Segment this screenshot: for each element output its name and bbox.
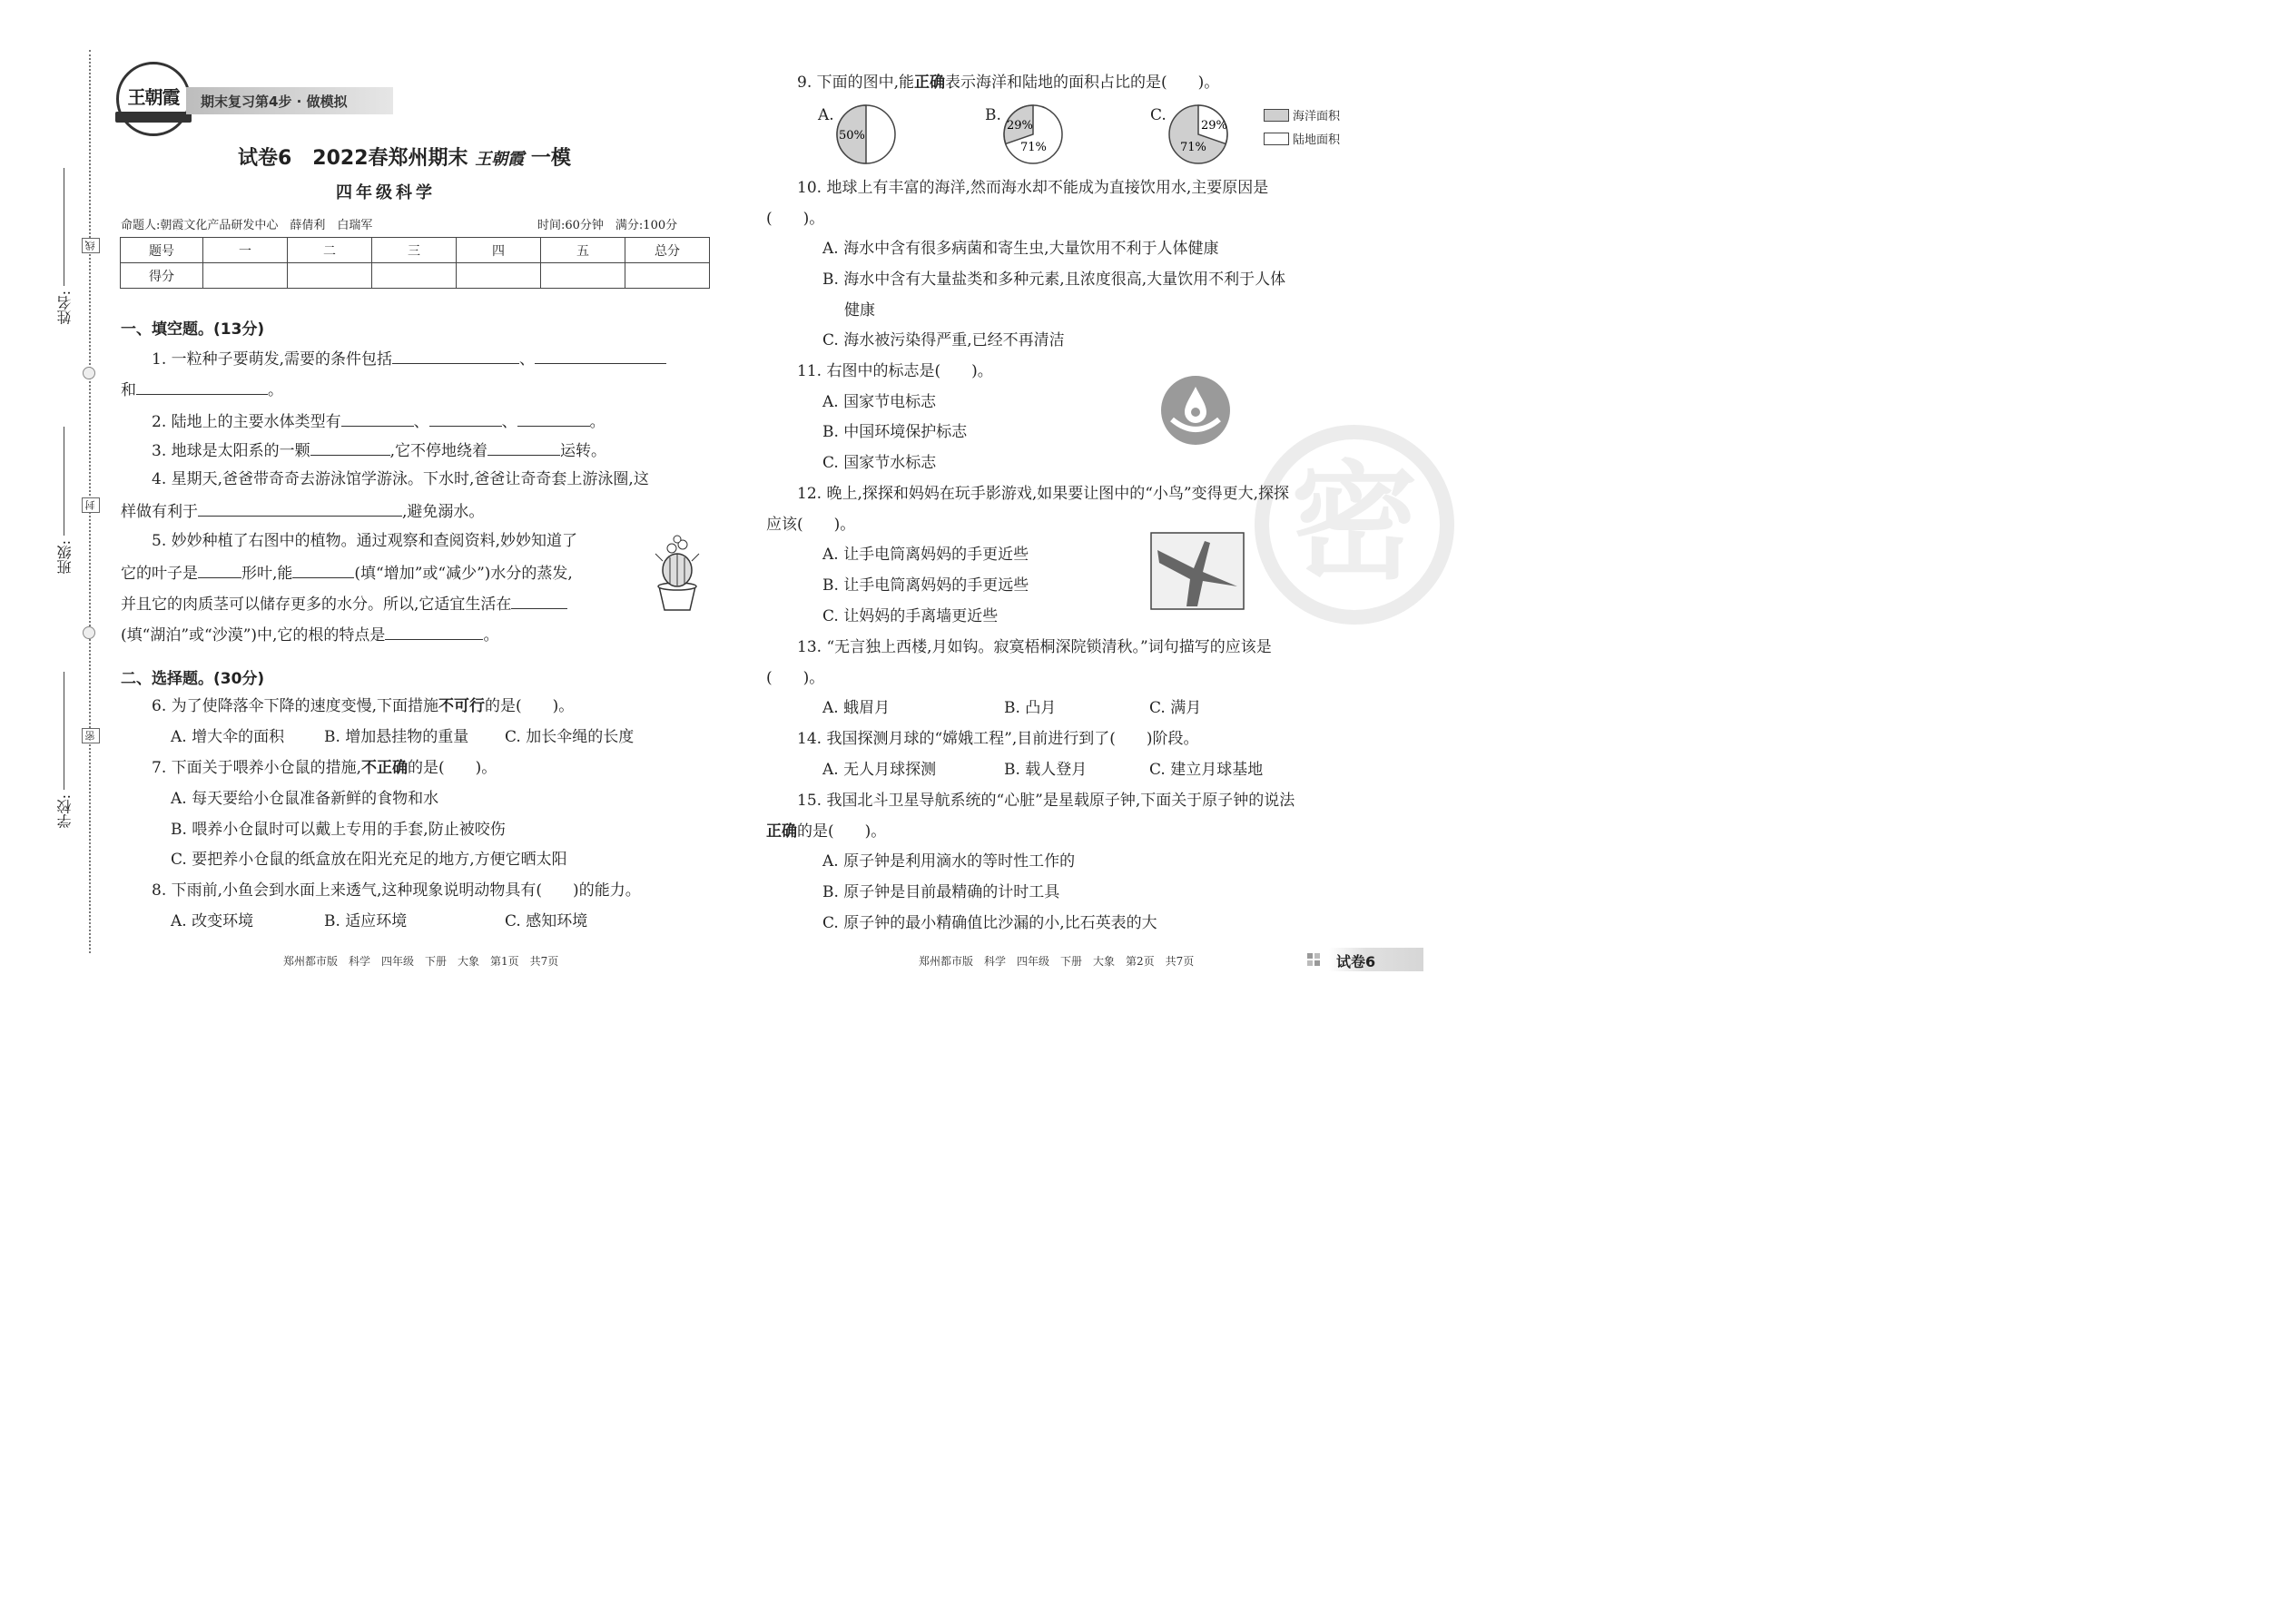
step-banner [186, 87, 393, 114]
binding-circle-2 [83, 626, 95, 639]
answer-blank[interactable] [310, 438, 390, 456]
pie-b-value-ocean: 29% [1007, 119, 1033, 133]
step-banner-text: 期末复习第4步 · 做模拟 [201, 94, 348, 110]
question-7: 7. 下面关于喂养小仓鼠的措施,不正确的是( )。 [152, 759, 497, 777]
q6-option-c[interactable]: C. 加长伞绳的长度 [505, 728, 635, 746]
answer-blank[interactable] [385, 623, 483, 640]
q8-option-a[interactable]: A. 改变环境 [171, 912, 254, 930]
binding-school-label: 学校: [56, 794, 74, 829]
q6-option-a[interactable]: A. 增大伞的面积 [171, 728, 285, 746]
water-saving-logo-icon [1159, 374, 1232, 447]
q11-option-a[interactable]: A. 国家节电标志 [822, 393, 937, 411]
q8-option-b[interactable]: B. 适应环境 [324, 912, 408, 930]
binding-circle-1 [83, 367, 95, 379]
q15-option-a[interactable]: A. 原子钟是利用滴水的等时性工作的 [822, 852, 1076, 871]
cactus-plant-image [646, 534, 708, 612]
question-8: 8. 下雨前,小鱼会到水面上来透气,这种现象说明动物具有( )的能力。 [152, 881, 641, 900]
question-10: 10. 地球上有丰富的海洋,然而海水却不能成为直接饮用水,主要原因是 [797, 179, 1269, 197]
page-title [238, 143, 571, 171]
question-5-line2: 它的叶子是 形叶,能 (填“增加”或“减少”)水分的蒸发, [121, 561, 573, 585]
question-3: 3. 地球是太阳系的一颗 ,它不停地绕着 运转。 [152, 438, 606, 462]
question-15: 15. 我国北斗卫星导航系统的“心脏”是星载原子钟,下面关于原子钟的说法 [797, 792, 1295, 810]
pie-c-label[interactable]: C. [1150, 106, 1167, 124]
q11-option-b[interactable]: B. 中国环境保护标志 [822, 423, 968, 441]
pie-b-label[interactable]: B. [985, 106, 1001, 124]
question-9: 9. 下面的图中,能正确表示海洋和陆地的面积占比的是( )。 [797, 74, 1220, 92]
q7-option-c[interactable]: C. 要把养小仓鼠的纸盒放在阳光充足的地方,方便它晒太阳 [171, 851, 567, 869]
q12-option-c[interactable]: C. 让妈妈的手离墙更近些 [822, 607, 999, 625]
footer-right: 郑州都市版 科学 四年级 下册 大象 第2页 共7页 [919, 955, 1195, 968]
answer-blank[interactable] [487, 438, 560, 456]
score-table [120, 237, 710, 289]
brand-logo-text: 王朝霞 [127, 86, 180, 108]
question-15-cont: 正确的是( )。 [766, 822, 887, 841]
pie-c-value-land: 29% [1201, 119, 1227, 133]
score-cell: 二 [288, 238, 372, 263]
answer-blank[interactable] [136, 378, 268, 395]
binding-class-label: 班级: [56, 540, 74, 575]
score-input-cell[interactable] [541, 263, 625, 289]
q12-option-b[interactable]: B. 让手电筒离妈妈的手更远些 [822, 576, 1029, 595]
q13-option-c[interactable]: C. 满月 [1149, 699, 1202, 717]
q7-option-a[interactable]: A. 每天要给小仓鼠准备新鲜的食物和水 [171, 790, 439, 808]
footer-left: 郑州都市版 科学 四年级 下册 大象 第1页 共7页 [283, 955, 559, 968]
exam-authors: 命题人:朝霞文化产品研发中心 薛倩利 白瑞军 [121, 219, 373, 232]
footer-tab-deco [1307, 953, 1327, 966]
answer-blank[interactable] [198, 499, 402, 517]
brand-logo [116, 62, 191, 136]
q14-option-c[interactable]: C. 建立月球基地 [1149, 761, 1264, 779]
question-14: 14. 我国探测月球的“嫦娥工程”,目前进行到了( )阶段。 [797, 730, 1199, 748]
q11-option-c[interactable]: C. 国家节水标志 [822, 454, 937, 472]
score-input-cell[interactable] [288, 263, 372, 289]
pie-b-value-land: 71% [1020, 141, 1047, 154]
legend-land-label: 陆地面积 [1293, 133, 1341, 147]
binding-mark-feng: 封 [82, 497, 100, 513]
score-cell: 四 [457, 238, 541, 263]
question-11: 11. 右图中的标志是( )。 [797, 362, 993, 380]
question-4-cont: 样做有利于 ,避免溺水。 [121, 499, 484, 523]
question-12-cont: 应该( )。 [766, 516, 856, 534]
section1-title: 一、填空题。(13分) [121, 320, 265, 339]
binding-field-name [54, 168, 74, 340]
score-row-label: 得分 [121, 263, 203, 289]
brand-logo-ribbon [115, 112, 192, 123]
q15-option-c[interactable]: C. 原子钟的最小精确值比沙漏的小,比石英表的大 [822, 914, 1157, 932]
answer-blank[interactable] [292, 561, 354, 578]
footer-tab-label: 试卷6 [1336, 953, 1376, 970]
score-input-cell[interactable] [457, 263, 541, 289]
pie-chart-a[interactable] [835, 103, 897, 165]
pie-chart-c[interactable] [1167, 103, 1229, 165]
question-5-line3: 并且它的肉质茎可以储存更多的水分。所以,它适宜生活在 [121, 592, 567, 615]
hand-shadow-bird-image [1150, 532, 1245, 610]
answer-blank[interactable] [517, 409, 590, 427]
pie-c-value-ocean: 71% [1180, 141, 1206, 154]
q14-option-a[interactable]: A. 无人月球探测 [822, 761, 937, 779]
score-input-cell[interactable] [203, 263, 288, 289]
score-cell: 三 [372, 238, 457, 263]
footer-tab [1329, 948, 1423, 971]
score-cell: 总分 [625, 238, 710, 263]
answer-blank[interactable] [429, 409, 502, 427]
section2-title: 二、选择题。(30分) [121, 670, 265, 688]
binding-name-label: 姓名: [56, 290, 74, 325]
score-table-header-row [121, 238, 710, 263]
question-13-cont: ( )。 [766, 669, 825, 687]
q8-option-c[interactable]: C. 感知环境 [505, 912, 588, 930]
q10-option-a[interactable]: A. 海水中含有很多病菌和寄生虫,大量饮用不利于人体健康 [822, 240, 1219, 258]
score-table-score-row [121, 263, 710, 289]
binding-field-class [54, 427, 74, 599]
watermark-seal [1255, 425, 1454, 625]
binding-field-school [54, 672, 74, 844]
title-brand: 王朝霞 [475, 150, 525, 169]
question-1: 1. 一粒种子要萌发,需要的条件包括 、 [152, 347, 666, 370]
answer-blank[interactable] [341, 409, 414, 427]
score-input-cell[interactable] [372, 263, 457, 289]
question-5: 5. 妙妙种植了右图中的植物。通过观察和查阅资料,妙妙知道了 [152, 532, 578, 550]
question-12: 12. 晚上,探探和妈妈在玩手影游戏,如果要让图中的“小鸟”变得更大,探探 [797, 485, 1290, 503]
score-cell: 一 [203, 238, 288, 263]
question-10-cont: ( )。 [766, 210, 825, 228]
score-cell: 五 [541, 238, 625, 263]
title-suffix: 一模 [530, 147, 571, 170]
pie-a-value: 50% [839, 129, 865, 143]
exam-time-score: 时间:60分钟 满分:100分 [537, 219, 678, 232]
binding-mark-mi: 密 [82, 728, 100, 743]
score-input-cell[interactable] [625, 263, 710, 289]
q6-option-b[interactable]: B. 增加悬挂物的重量 [324, 728, 469, 746]
binding-mark-xian: 线 [82, 238, 100, 253]
q12-option-a[interactable]: A. 让手电筒离妈妈的手更近些 [822, 546, 1029, 564]
question-2: 2. 陆地上的主要水体类型有 、 、 。 [152, 409, 605, 433]
watermark-char: 密 [1290, 449, 1418, 597]
answer-blank[interactable] [511, 592, 567, 609]
title-main: 2022春郑州期末 [312, 147, 468, 170]
question-6: 6. 为了使降落伞下降的速度变慢,下面措施不可行的是( )。 [152, 697, 575, 715]
legend-ocean-label: 海洋面积 [1293, 110, 1341, 123]
answer-blank[interactable] [535, 347, 666, 364]
q7-option-b[interactable]: B. 喂养小仓鼠时可以戴上专用的手套,防止被咬伤 [171, 821, 506, 839]
q10-option-b-cont: 健康 [844, 301, 875, 320]
question-13: 13. “无言独上西楼,月如钩。寂寞梧桐深院锁清秋。”词句描写的应该是 [797, 638, 1272, 656]
q13-option-b[interactable]: B. 凸月 [1004, 699, 1057, 717]
score-cell: 题号 [121, 238, 203, 263]
q13-option-a[interactable]: A. 蛾眉月 [822, 699, 891, 717]
q15-option-b[interactable]: B. 原子钟是目前最精确的计时工具 [822, 883, 1060, 901]
answer-blank[interactable] [198, 561, 241, 578]
answer-blank[interactable] [392, 347, 519, 364]
q14-option-b[interactable]: B. 载人登月 [1004, 761, 1088, 779]
question-4: 4. 星期天,爸爸带奇奇去游泳馆学游泳。下水时,爸爸让奇奇套上游泳圈,这 [152, 470, 649, 488]
question-1-cont: 和 。 [121, 378, 283, 401]
title-prefix: 试卷6 [238, 147, 292, 170]
q10-option-b[interactable]: B. 海水中含有大量盐类和多种元素,且浓度很高,大量饮用不利于人体 [822, 271, 1286, 289]
pie-chart-b[interactable] [1002, 103, 1064, 165]
legend-ocean-swatch [1264, 109, 1289, 122]
question-5-line4: (填“湖泊”或“沙漠”)中,它的根的特点是 。 [121, 623, 498, 646]
pie-a-label[interactable]: A. [818, 106, 834, 124]
q10-option-c[interactable]: C. 海水被污染得严重,已经不再清洁 [822, 331, 1065, 349]
page-subtitle: 四年级科学 [336, 183, 436, 202]
legend-land-swatch [1264, 133, 1289, 145]
